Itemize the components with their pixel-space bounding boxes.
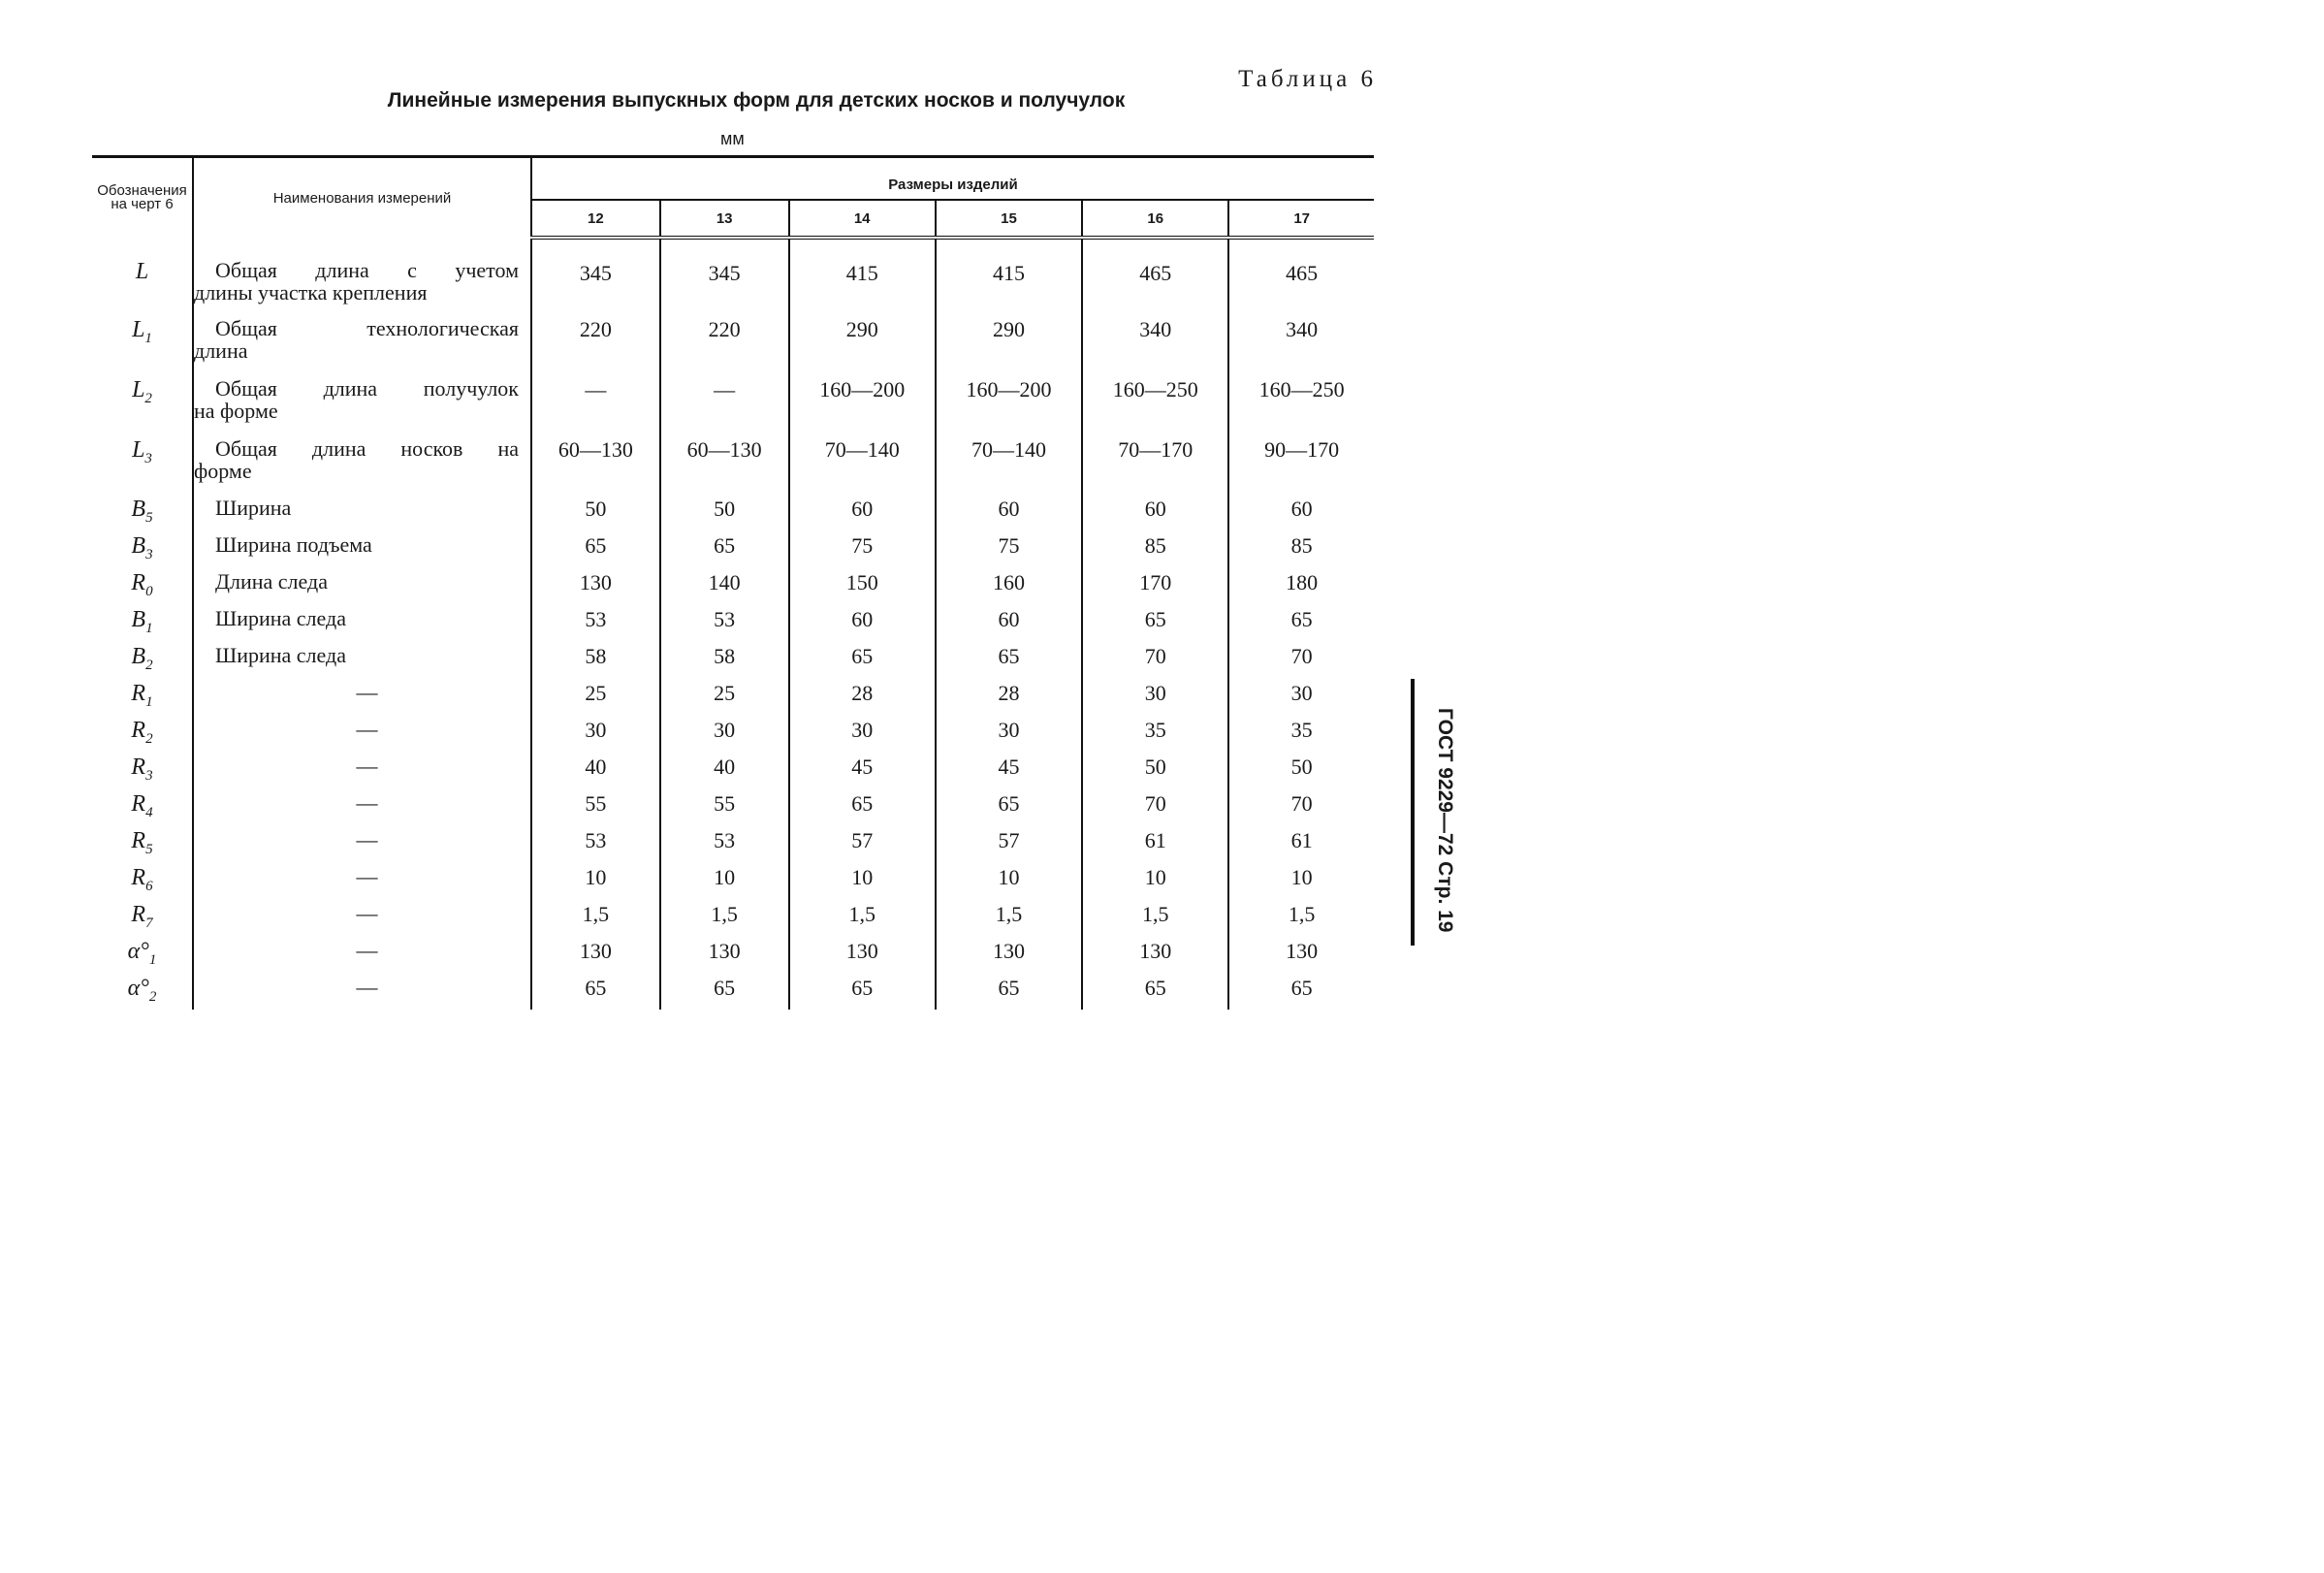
size-value-cell: 1,5 bbox=[1082, 899, 1228, 936]
size-value-cell: 130 bbox=[1286, 939, 1319, 963]
designation-subscript: 5 bbox=[145, 841, 153, 857]
header-size: 15 bbox=[936, 200, 1082, 238]
size-value-cell: 1,5 bbox=[1288, 902, 1316, 926]
table-row bbox=[92, 604, 1374, 641]
table-row bbox=[92, 936, 1374, 973]
designation-subscript: 1 bbox=[148, 951, 157, 968]
size-value-cell: 50 bbox=[660, 494, 789, 530]
measurement-name-cell bbox=[193, 825, 531, 862]
size-value-cell: 65 bbox=[1290, 607, 1313, 631]
designation-subscript: 1 bbox=[144, 330, 152, 346]
size-value-cell: 65 bbox=[660, 973, 789, 1010]
size-value-cell: 85 bbox=[1082, 530, 1228, 567]
designation-cell bbox=[92, 788, 193, 825]
side-caption: ГОСТ 9229—72 Стр. 19 bbox=[1434, 708, 1456, 933]
size-value-cell: 57 bbox=[789, 825, 936, 862]
measurement-name-cell bbox=[193, 936, 531, 973]
size-value-cell: 50 bbox=[531, 494, 660, 530]
measurement-name: Длина следа bbox=[215, 569, 328, 594]
size-value-cell: 40 bbox=[531, 752, 660, 788]
size-value-cell: 65 bbox=[936, 973, 1082, 1010]
size-value-cell: 61 bbox=[1082, 825, 1228, 862]
size-value-cell: 35 bbox=[1082, 715, 1228, 752]
designation-symbol: B bbox=[131, 607, 146, 632]
designation-subscript: 6 bbox=[145, 878, 153, 894]
designation-cell bbox=[92, 567, 193, 604]
size-value-cell: 25 bbox=[660, 678, 789, 715]
designation-subscript: 1 bbox=[145, 620, 153, 636]
size-value-cell: 170 bbox=[1082, 567, 1228, 604]
designation-symbol: L bbox=[132, 437, 145, 463]
measurement-name: — bbox=[356, 754, 378, 778]
measurement-name: Ширина подъема bbox=[215, 532, 372, 557]
designation-symbol: R bbox=[131, 828, 146, 853]
header-designation: Обозначения на черт 6 bbox=[92, 157, 193, 239]
size-value-cell: 90—170 bbox=[1264, 437, 1340, 462]
size-value-cell: 130 bbox=[1082, 936, 1228, 973]
designation-cell bbox=[92, 373, 193, 433]
designation-cell bbox=[92, 641, 193, 678]
size-value-cell: 53 bbox=[531, 604, 660, 641]
size-value-cell: 70 bbox=[1290, 791, 1313, 816]
size-value-cell: 60 bbox=[789, 494, 936, 530]
designation-subscript: 2 bbox=[145, 730, 153, 747]
measurement-name-cell bbox=[193, 862, 531, 899]
size-value-cell: 130 bbox=[789, 936, 936, 973]
table-row bbox=[92, 899, 1374, 936]
size-value-cell: 1,5 bbox=[660, 899, 789, 936]
size-value-cell: 10 bbox=[789, 862, 936, 899]
size-value-cell: 340 bbox=[1286, 317, 1319, 341]
designation-symbol: α° bbox=[127, 939, 149, 964]
table-row bbox=[92, 973, 1374, 1010]
measurement-name-cell bbox=[193, 373, 531, 433]
designation-symbol: R bbox=[131, 681, 146, 706]
size-value-cell: 465 bbox=[1082, 238, 1228, 313]
header-size: 12 bbox=[531, 200, 660, 238]
size-value-cell: — bbox=[531, 373, 660, 433]
size-value-cell: 130 bbox=[660, 936, 789, 973]
designation-cell bbox=[92, 825, 193, 862]
size-value-cell: 60 bbox=[1290, 497, 1313, 521]
designation-cell bbox=[92, 973, 193, 1010]
size-value-cell: 220 bbox=[660, 313, 789, 373]
measurement-name-continuation: форме bbox=[194, 459, 252, 483]
measurement-name: — bbox=[356, 680, 378, 704]
header-size: 17 bbox=[1228, 200, 1374, 238]
designation-cell bbox=[92, 313, 193, 373]
measurement-name-continuation: длина bbox=[194, 338, 248, 363]
size-value-cell: 35 bbox=[1290, 718, 1313, 742]
measurement-name: Общая длина с учетом bbox=[215, 258, 519, 282]
size-value-cell: 60 bbox=[789, 604, 936, 641]
size-value-cell: 65 bbox=[789, 973, 936, 1010]
measurement-name-cell bbox=[193, 313, 531, 373]
measurement-name: Ширина bbox=[215, 496, 292, 520]
measurement-name-cell bbox=[193, 433, 531, 494]
designation-symbol: B bbox=[131, 533, 146, 559]
measurement-name-cell bbox=[193, 973, 531, 1010]
size-value-cell: 60 bbox=[1082, 494, 1228, 530]
measurement-name-cell bbox=[193, 238, 531, 313]
table-row bbox=[92, 313, 1374, 373]
measurement-name-cell bbox=[193, 752, 531, 788]
designation-cell bbox=[92, 899, 193, 936]
size-value-cell: 10 bbox=[531, 862, 660, 899]
size-value-cell: 70—170 bbox=[1082, 433, 1228, 494]
table-row bbox=[92, 238, 1374, 313]
size-value-cell: 345 bbox=[531, 238, 660, 313]
size-value-cell: 70 bbox=[1290, 644, 1313, 668]
size-value-cell: 30 bbox=[1082, 678, 1228, 715]
size-value-cell: 70—140 bbox=[789, 433, 936, 494]
measurements-table bbox=[92, 155, 1374, 1010]
measurement-name: Общая длина носков на bbox=[215, 436, 519, 461]
size-value-cell: 160 bbox=[936, 567, 1082, 604]
designation-symbol: R bbox=[131, 754, 146, 780]
header-size: 16 bbox=[1082, 200, 1228, 238]
measurement-name: — bbox=[356, 827, 378, 851]
size-value-cell: 160—200 bbox=[936, 373, 1082, 433]
size-value-cell: 65 bbox=[936, 641, 1082, 678]
side-caption-rule bbox=[1411, 679, 1415, 946]
size-value-cell: 60—130 bbox=[531, 433, 660, 494]
designation-subscript: 2 bbox=[145, 657, 153, 673]
measurement-name-cell bbox=[193, 678, 531, 715]
size-value-cell: 160—250 bbox=[1258, 377, 1345, 401]
designation-cell bbox=[92, 752, 193, 788]
size-value-cell: 75 bbox=[789, 530, 936, 567]
size-value-cell: 30 bbox=[1290, 681, 1313, 705]
size-value-cell: 55 bbox=[531, 788, 660, 825]
size-value-cell: 10 bbox=[936, 862, 1082, 899]
table-row bbox=[92, 433, 1374, 494]
size-value-cell: 130 bbox=[531, 567, 660, 604]
size-value-cell: 65 bbox=[789, 641, 936, 678]
size-value-cell: 25 bbox=[531, 678, 660, 715]
size-value-cell: 60 bbox=[936, 604, 1082, 641]
designation-symbol: R bbox=[131, 718, 146, 743]
size-value-cell: 50 bbox=[1082, 752, 1228, 788]
designation-cell bbox=[92, 604, 193, 641]
size-value-cell: 70 bbox=[1082, 641, 1228, 678]
size-value-cell: 290 bbox=[789, 313, 936, 373]
designation-cell bbox=[92, 936, 193, 973]
size-value-cell: 415 bbox=[936, 238, 1082, 313]
measurement-name-cell bbox=[193, 604, 531, 641]
designation-symbol: α° bbox=[127, 976, 149, 1001]
measurement-name: — bbox=[356, 717, 378, 741]
size-value-cell: 160—200 bbox=[789, 373, 936, 433]
measurement-name-continuation: на форме bbox=[194, 399, 278, 423]
measurement-name: — bbox=[356, 901, 378, 925]
size-value-cell: 65 bbox=[789, 788, 936, 825]
designation-subscript: 0 bbox=[145, 583, 153, 599]
table-row bbox=[92, 494, 1374, 530]
table-row bbox=[92, 678, 1374, 715]
size-value-cell: 160—250 bbox=[1082, 373, 1228, 433]
designation-subscript: 2 bbox=[144, 390, 152, 406]
size-value-cell: 70—140 bbox=[936, 433, 1082, 494]
size-value-cell: 57 bbox=[936, 825, 1082, 862]
size-value-cell: 50 bbox=[1290, 754, 1313, 779]
designation-cell bbox=[92, 862, 193, 899]
designation-subscript: 3 bbox=[144, 450, 152, 466]
designation-symbol: R bbox=[131, 570, 146, 595]
size-value-cell: 30 bbox=[531, 715, 660, 752]
designation-symbol: B bbox=[131, 497, 146, 522]
table-row bbox=[92, 373, 1374, 433]
table-row bbox=[92, 752, 1374, 788]
designation-symbol: R bbox=[131, 865, 146, 890]
measurement-name: — bbox=[356, 790, 378, 815]
measurement-name-cell bbox=[193, 567, 531, 604]
size-value-cell: 65 bbox=[1082, 604, 1228, 641]
size-value-cell: 465 bbox=[1286, 261, 1319, 285]
measurement-name: — bbox=[356, 975, 378, 999]
size-value-cell: 85 bbox=[1290, 533, 1313, 558]
table-row bbox=[92, 862, 1374, 899]
designation-subscript: 2 bbox=[148, 988, 157, 1005]
designation-cell bbox=[92, 715, 193, 752]
measurement-name: Ширина следа bbox=[215, 643, 346, 667]
size-value-cell: 1,5 bbox=[789, 899, 936, 936]
size-value-cell: 10 bbox=[1290, 865, 1313, 889]
size-value-cell: — bbox=[660, 373, 789, 433]
measurement-name-continuation: длины участка крепления bbox=[194, 280, 428, 305]
size-value-cell: 65 bbox=[936, 788, 1082, 825]
designation-subscript: 4 bbox=[145, 804, 153, 820]
size-value-cell: 1,5 bbox=[936, 899, 1082, 936]
table-row bbox=[92, 567, 1374, 604]
size-value-cell: 220 bbox=[531, 313, 660, 373]
measurement-name-cell bbox=[193, 530, 531, 567]
designation-cell bbox=[92, 433, 193, 494]
designation-subscript: 3 bbox=[145, 767, 153, 784]
measurement-name-cell bbox=[193, 715, 531, 752]
size-value-cell: 180 bbox=[1286, 570, 1319, 594]
size-value-cell: 1,5 bbox=[531, 899, 660, 936]
size-value-cell: 58 bbox=[660, 641, 789, 678]
size-value-cell: 140 bbox=[660, 567, 789, 604]
header-size: 13 bbox=[660, 200, 789, 238]
designation-cell bbox=[92, 678, 193, 715]
table-number-label: Таблица 6 bbox=[1238, 66, 1377, 92]
size-value-cell: 130 bbox=[936, 936, 1082, 973]
size-value-cell: 10 bbox=[1082, 862, 1228, 899]
designation-subscript: 5 bbox=[145, 509, 153, 526]
measurement-name: — bbox=[356, 938, 378, 962]
measurement-name-cell bbox=[193, 899, 531, 936]
designation-symbol: L bbox=[132, 377, 145, 402]
size-value-cell: 130 bbox=[531, 936, 660, 973]
size-value-cell: 28 bbox=[936, 678, 1082, 715]
designation-subscript: 7 bbox=[145, 915, 153, 931]
table-row bbox=[92, 530, 1374, 567]
size-value-cell: 70 bbox=[1082, 788, 1228, 825]
designation-subscript: 1 bbox=[145, 693, 153, 710]
size-value-cell: 30 bbox=[660, 715, 789, 752]
size-value-cell: 75 bbox=[936, 530, 1082, 567]
size-value-cell: 28 bbox=[789, 678, 936, 715]
size-value-cell: 45 bbox=[789, 752, 936, 788]
measurement-name: Общая технологическая bbox=[215, 316, 519, 340]
designation-symbol: R bbox=[131, 902, 146, 927]
size-value-cell: 340 bbox=[1082, 313, 1228, 373]
size-value-cell: 53 bbox=[531, 825, 660, 862]
header-size: 14 bbox=[789, 200, 936, 238]
table-row bbox=[92, 715, 1374, 752]
table-body bbox=[92, 238, 1374, 1010]
table-title: Линейные измерения выпускных форм для детских носков и получулок bbox=[387, 89, 1126, 112]
size-value-cell: 10 bbox=[660, 862, 789, 899]
size-value-cell: 65 bbox=[531, 530, 660, 567]
size-value-cell: 345 bbox=[660, 238, 789, 313]
table-row bbox=[92, 825, 1374, 862]
measurement-name-cell bbox=[193, 641, 531, 678]
measurement-name-cell bbox=[193, 788, 531, 825]
measurement-name-cell bbox=[193, 494, 531, 530]
size-value-cell: 30 bbox=[789, 715, 936, 752]
size-value-cell: 60—130 bbox=[660, 433, 789, 494]
size-value-cell: 40 bbox=[660, 752, 789, 788]
size-value-cell: 45 bbox=[936, 752, 1082, 788]
measurement-name: Ширина следа bbox=[215, 606, 346, 630]
designation-symbol: L bbox=[132, 317, 145, 342]
size-value-cell: 65 bbox=[1290, 976, 1313, 1000]
size-value-cell: 53 bbox=[660, 825, 789, 862]
designation-cell bbox=[92, 530, 193, 567]
table-row bbox=[92, 641, 1374, 678]
header-sizes-group: Размеры изделий bbox=[531, 157, 1374, 201]
size-value-cell: 60 bbox=[936, 494, 1082, 530]
size-value-cell: 58 bbox=[531, 641, 660, 678]
size-value-cell: 65 bbox=[660, 530, 789, 567]
designation-symbol: L bbox=[135, 259, 149, 284]
designation-symbol: B bbox=[131, 644, 146, 669]
size-value-cell: 290 bbox=[936, 313, 1082, 373]
size-value-cell: 61 bbox=[1290, 828, 1313, 852]
size-value-cell: 30 bbox=[936, 715, 1082, 752]
size-value-cell: 53 bbox=[660, 604, 789, 641]
size-value-cell: 415 bbox=[789, 238, 936, 313]
designation-symbol: R bbox=[131, 791, 146, 817]
size-value-cell: 55 bbox=[660, 788, 789, 825]
designation-cell bbox=[92, 494, 193, 530]
table-row bbox=[92, 788, 1374, 825]
measurement-name: Общая длина получулок bbox=[215, 376, 519, 401]
designation-subscript: 3 bbox=[145, 546, 153, 562]
measurement-name: — bbox=[356, 864, 378, 888]
size-value-cell: 150 bbox=[789, 567, 936, 604]
header-name: Наименования измерений bbox=[193, 157, 531, 239]
units-label: мм bbox=[720, 129, 745, 148]
designation-cell bbox=[92, 238, 193, 313]
size-value-cell: 65 bbox=[1082, 973, 1228, 1010]
size-value-cell: 65 bbox=[531, 973, 660, 1010]
